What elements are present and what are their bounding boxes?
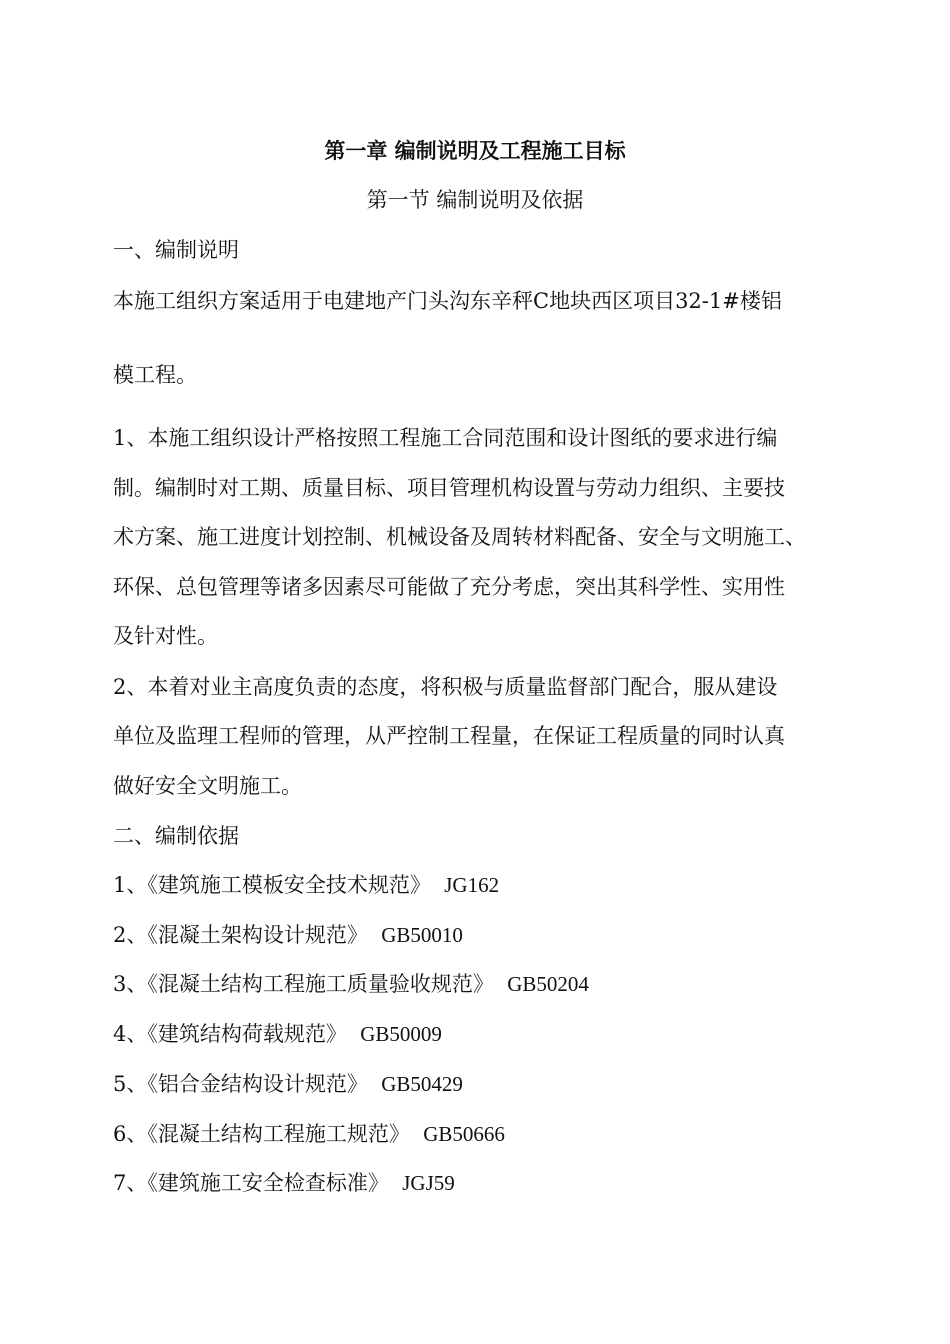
item2-line-3: 做好安全文明施工。 (113, 774, 302, 798)
item1-line-3: 术方案、施工进度计划控制、机械设备及周转材料配备、安全与文明施工、 (113, 525, 806, 549)
reference-item (113, 970, 853, 998)
section-title: 第一节 编制说明及依据 (366, 188, 584, 212)
reference-item (113, 921, 853, 949)
reference-item (113, 1120, 853, 1148)
reference-code: JG162 (444, 873, 500, 897)
reference-item (113, 871, 853, 899)
part2-heading: 二、编制依据 (113, 824, 239, 848)
reference-title: 3、《混凝土结构工程施工质量验收规范》 (113, 972, 494, 996)
reference-code: GB50204 (507, 972, 589, 996)
item2-line-2: 单位及监理工程师的管理，从严控制工程量，在保证工程质量的同时认真 (113, 724, 785, 748)
reference-title: 5、《铝合金结构设计规范》 (113, 1072, 368, 1096)
intro-line-2: 模工程。 (113, 363, 197, 387)
reference-title: 7、《建筑施工安全检查标准》 (113, 1171, 389, 1195)
item1-line-4: 环保、总包管理等诸多因素尽可能做了充分考虑，突出其科学性、实用性 (113, 575, 785, 599)
item1-line-5: 及针对性。 (113, 624, 218, 648)
item2-line-1: 2、本着对业主高度负责的态度，将积极与质量监督部门配合，服从建设 (113, 675, 778, 699)
item1-line-1: 1、本施工组织设计严格按照工程施工合同范围和设计图纸的要求进行编 (113, 426, 778, 450)
reference-code: GB50010 (381, 923, 463, 947)
reference-item (113, 1070, 853, 1098)
part1-heading: 一、编制说明 (113, 238, 239, 262)
reference-title: 4、《建筑结构荷载规范》 (113, 1022, 347, 1046)
reference-item (113, 1020, 853, 1048)
reference-title: 1、《建筑施工模板安全技术规范》 (113, 873, 431, 897)
reference-title: 2、《混凝土架构设计规范》 (113, 923, 368, 947)
reference-code: GB50666 (423, 1122, 505, 1146)
reference-code: GB50009 (360, 1022, 442, 1046)
item1-line-2: 制。编制时对工期、质量目标、项目管理机构设置与劳动力组织、主要技 (113, 476, 785, 500)
intro-line-1: 本施工组织方案适用于电建地产门头沟东辛秤C地块西区项目32-1#楼铝 (113, 289, 782, 313)
chapter-title: 第一章 编制说明及工程施工目标 (324, 138, 626, 163)
reference-code: JGJ59 (402, 1171, 455, 1195)
reference-item (113, 1169, 853, 1197)
reference-title: 6、《混凝土结构工程施工规范》 (113, 1122, 410, 1146)
reference-code: GB50429 (381, 1072, 463, 1096)
